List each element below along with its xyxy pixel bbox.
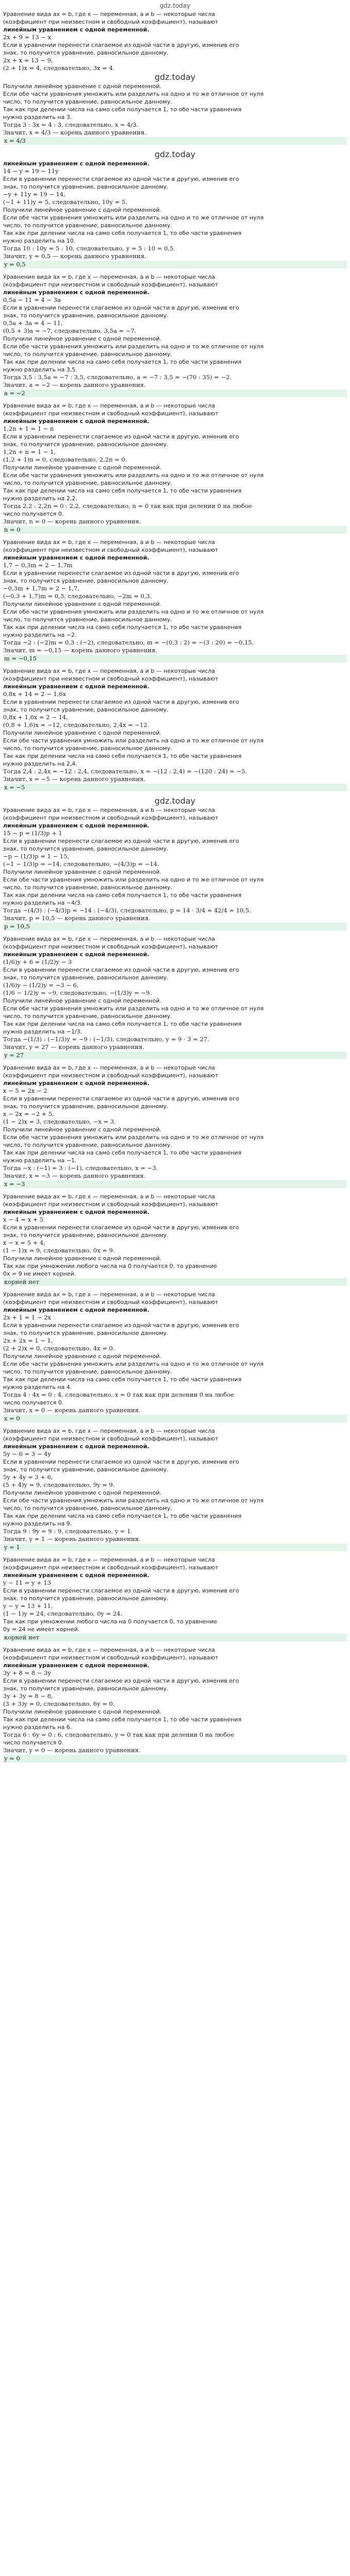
- separator: [3, 398, 347, 402]
- equation-solution: [3, 538, 347, 667]
- definition-term: линейным уравнением с одной переменной.: [3, 418, 149, 425]
- explanation-text: нужно разделить на −1.: [3, 1157, 77, 1164]
- math-line: Значит, m = −0,15 — корень данного уравнения.: [3, 647, 157, 654]
- explanation-text: нужно разделить на −2.: [3, 632, 77, 638]
- explanation-text: Уравнение вида ax = b, где x — переменная, a и b — некоторые числа: [3, 1556, 215, 1563]
- explanation-text: нужно разделить на −4/3.: [3, 900, 82, 906]
- definition-term: линейным уравнением с одной переменной.: [3, 1209, 149, 1215]
- explanation-text: знак, то получится уравнение, равносильное данному.: [3, 1103, 169, 1110]
- answer-box: x = −5: [3, 784, 347, 791]
- definition-term: линейным уравнением с одной переменной.: [3, 1307, 149, 1313]
- explanation-text: Если обе части уравнения умножить или разделить на одно и то же отличное от нуля: [3, 1497, 264, 1504]
- math-line: −p − (1/3)p = 1 − 15,: [3, 853, 69, 860]
- math-line: Тогда 10 : 10y = 5 : 10, следовательно, y = 5 : 10 = 0,5.: [3, 245, 176, 252]
- math-line: Значит, a = −2 — корень данного уравнения.: [3, 381, 146, 388]
- explanation-text: (коэффициент при неизвестном и свободный коэффициент), называют: [3, 675, 218, 682]
- math-line: Тогда 4 : 4x = 0 : 4, следовательно, x = 0 так как при делении 0 на любое: [3, 1391, 234, 1398]
- separator: [3, 1286, 347, 1291]
- math-line: 1,2n + n = 1 − 1,: [3, 448, 56, 455]
- math-line: (2 + 2)x = 0, следовательно, 4x = 0.: [3, 1345, 115, 1352]
- equation-solution: [3, 667, 347, 796]
- separator: [3, 1060, 347, 1064]
- explanation-text: знак, то получится уравнение, равносильное данному.: [3, 1595, 169, 1602]
- explanation-text: знак, то получится уравнение, равносильное данному.: [3, 578, 169, 584]
- answer-box: x = 0: [3, 1415, 347, 1422]
- math-line: (−1 − 1/3)p = −14, следовательно, −(4/3)p = −14.: [3, 860, 160, 868]
- math-line: y − y = 13 + 11,: [3, 1602, 53, 1609]
- explanation-text: (коэффициент при неизвестном и свободный коэффициент), называют: [3, 943, 218, 950]
- explanation-text: знак, то получится уравнение, равносильное данному.: [3, 845, 169, 852]
- answer-box: корней нет: [3, 1278, 347, 1286]
- explanation-text: (коэффициент при неизвестном и свободный коэффициент), называют: [3, 1201, 218, 1208]
- explanation-text: число, то получится уравнение, равносильное данному.: [3, 1368, 172, 1375]
- explanation-text: Получили линейное уравнение с одной переменной.: [3, 1353, 162, 1360]
- math-line: 0,5a − 11 = 4 − 3a: [3, 296, 61, 303]
- math-line: Значит, x = −3 — корень данного уравнения.: [3, 1172, 146, 1179]
- explanation-text: (коэффициент при неизвестном и свободный коэффициент), называют: [3, 1654, 218, 1661]
- explanation-text: нужно разделить на 3,5.: [3, 366, 77, 373]
- explanation-text: Так как при делении числа на само себя получается 1, то обе части уравнения: [3, 1376, 241, 1383]
- math-line: 0,8x + 1,6x = 2 − 14,: [3, 714, 68, 721]
- answer-box: x = 4/3: [3, 137, 347, 145]
- explanation-text: число получается 0.: [3, 511, 64, 517]
- explanation-text: число, то получится уравнение, равносильное данному.: [3, 351, 172, 358]
- answer-box: m = −0,15: [3, 655, 347, 663]
- explanation-text: Если обе части уравнения умножить или разделить на одно и то же отличное от нуля: [3, 737, 264, 744]
- math-line: Тогда 9 : 9y = 9 : 9, следовательно, y = 1.: [3, 1528, 133, 1535]
- equation-solution: [3, 1556, 347, 1646]
- math-line: 2x + 9 = 13 − x: [3, 33, 51, 41]
- math-line: (1 − 1)y = 24, следовательно, 0y = 24.: [3, 1610, 122, 1617]
- math-line: Тогда −(1/3) : (−1/3)y = −9 : (−1/3), следовательно, y = 9 · 3 = 27.: [3, 1036, 209, 1043]
- math-line: Тогда −(4/3) : (−4/3)p = −14 : (−4/3), следовательно, p = 14 · 3/4 = 42/4 = 10,5.: [3, 907, 251, 914]
- separator: [3, 1552, 347, 1556]
- separator: [3, 1763, 347, 1767]
- math-line: 5y − 6 = 3 − 4y: [3, 1450, 51, 1458]
- definition-term: линейным уравнением с одной переменной.: [3, 554, 149, 561]
- math-line: 1,7 − 0,3m = 2 − 1,7m: [3, 562, 73, 569]
- explanation-text: Уравнение вида ax = b, где x — переменная, a и b — некоторые числа: [3, 1647, 215, 1653]
- equation-solution: [3, 149, 347, 273]
- math-line: Тогда 3,5 : 3,5a = −7 : 3,5, следовательно, a = −7 : 3,5 = −(70 : 35) = −2.: [3, 374, 232, 381]
- equation-solution: [3, 1291, 347, 1427]
- explanation-text: Если в уравнении перенести слагаемое из одной части в другую, изменив его: [3, 433, 239, 440]
- explanation-text: Если в уравнении перенести слагаемое из одной части в другую, изменив его: [3, 1587, 239, 1594]
- definition-term: линейным уравнением с одной переменной.: [3, 160, 149, 167]
- math-line: 0,5a + 3a = 4 − 11,: [3, 319, 63, 327]
- separator: [3, 145, 347, 149]
- explanation-text: Если обе части уравнения умножить или разделить на одно и то же отличное от нуля: [3, 472, 264, 479]
- explanation-text: Если в уравнении перенести слагаемое из одной части в другую, изменив его: [3, 699, 239, 705]
- watermark-top: gdz.today: [160, 2, 190, 9]
- equation-solution: [3, 796, 347, 935]
- explanation-text: знак, то получится уравнение, равносильное данному.: [3, 312, 169, 319]
- explanation-text: Получили линейное уравнение с одной переменной.: [3, 1708, 162, 1715]
- math-line: Значит, x = 4/3 — корень данного уравнения.: [3, 129, 147, 136]
- explanation-text: Если обе части уравнения умножить или разделить на одно и то же отличное от нуля: [3, 876, 264, 883]
- explanation-text: знак, то получится уравнение, равносильное данному.: [3, 49, 169, 56]
- explanation-text: Получили линейное уравнение с одной переменной.: [3, 83, 162, 90]
- math-line: Тогда 6 : 6y = 0 : 6, следовательно, y = 0 так как при делении 0 на любое: [3, 1731, 234, 1738]
- explanation-text: Если обе части уравнения умножить или разделить на одно и то же отличное от нуля: [3, 1134, 264, 1141]
- math-line: Значит, x = −5 — корень данного уравнения.: [3, 775, 146, 783]
- answer-box: y = 1: [3, 1544, 347, 1551]
- explanation-text: знак, то получится уравнение, равносильное данному.: [3, 441, 169, 448]
- explanation-text: Уравнение вида ax = b, где x — переменная, a и b — некоторые числа: [3, 11, 215, 18]
- explanation-text: число получается 0.: [3, 1739, 64, 1746]
- explanation-text: нужно разделить на 6.: [3, 1724, 72, 1731]
- explanation-text: Получили линейное уравнение с одной переменной.: [3, 869, 162, 875]
- explanation-text: Если в уравнении перенести слагаемое из одной части в другую, изменив его: [3, 1677, 239, 1684]
- explanation-text: нужно разделить на 2,4.: [3, 760, 77, 767]
- explanation-text: Если обе части уравнения умножить или разделить на одно и то же отличное от нуля: [3, 343, 264, 350]
- separator: [3, 931, 347, 935]
- explanation-text: Если в уравнении перенести слагаемое из одной части в другую, изменив его: [3, 570, 239, 577]
- explanation-text: (коэффициент при неизвестном и свободный коэффициент), называют: [3, 281, 218, 288]
- math-line: Тогда 3 : 3x = 4 : 3, следовательно, x = 4/3.: [3, 121, 138, 128]
- separator: [3, 663, 347, 667]
- math-line: −0,3m + 1,7m = 2 − 1,7,: [3, 585, 80, 592]
- math-line: (−1 + 11)y = 5, следовательно, 10y = 5.: [3, 198, 128, 206]
- math-line: Значит, y = 0 — корень данного уравнения.: [3, 1747, 141, 1754]
- math-line: x − 4 = x + 5: [3, 1216, 44, 1223]
- definition-term: линейным уравнением с одной переменной.: [3, 1572, 149, 1579]
- math-line: x − 2x = −2 + 5,: [3, 1110, 55, 1117]
- watermark: gdz.today: [154, 72, 196, 82]
- math-line: 3y + 3y = 8 − 8,: [3, 1692, 53, 1700]
- answer-box: y = 0: [3, 1755, 347, 1762]
- explanation-text: нужно разделить на 10.: [3, 238, 76, 244]
- explanation-text: знак, то получится уравнение, равносильное данному.: [3, 1232, 169, 1239]
- explanation-text: Так как при делении числа на само себя получается 1, то обе части уравнения: [3, 624, 241, 631]
- explanation-text: Так как при делении числа на само себя получается 1, то обе части уравнения: [3, 753, 241, 759]
- separator: [3, 534, 347, 538]
- math-line: (0,8 + 1,6)x = −12, следовательно, 2,4x = −12.: [3, 721, 149, 728]
- explanation-text: (коэффициент при неизвестном и свободный коэффициент), называют: [3, 815, 218, 821]
- math-line: x − 5 = 2x − 2: [3, 1087, 47, 1094]
- definition-term: линейным уравнением с одной переменной.: [3, 1443, 149, 1450]
- explanation-text: Уравнение вида ax = b, где x — переменная, a и b — некоторые числа: [3, 1064, 215, 1071]
- explanation-text: Так как при делении числа на само себя получается 1, то обе части уравнения: [3, 106, 241, 113]
- explanation-text: Получили линейное уравнение с одной переменной.: [3, 997, 162, 1004]
- explanation-text: Уравнение вида ax = b, где x — переменная, a и b — некоторые числа: [3, 1428, 215, 1434]
- equation-solution: [3, 10, 347, 149]
- math-line: Значит, y = 1 — корень данного уравнения.: [3, 1535, 141, 1543]
- explanation-text: 0x = 9 не имеет корней.: [3, 1270, 76, 1277]
- explanation-text: Если в уравнении перенести слагаемое из одной части в другую, изменив его: [3, 176, 239, 182]
- explanation-text: Так как при делении числа на само себя получается 1, то обе части уравнения: [3, 1021, 241, 1027]
- explanation-text: Если обе части уравнения умножить или разделить на одно и то же отличное от нуля: [3, 1005, 264, 1012]
- definition-term: линейным уравнением с одной переменной.: [3, 1662, 149, 1669]
- equation-solution: [3, 935, 347, 1064]
- explanation-text: Получили линейное уравнение с одной переменной.: [3, 464, 162, 471]
- answer-box: a = −2: [3, 389, 347, 397]
- explanation-text: число, то получится уравнение, равносильное данному.: [3, 745, 172, 752]
- math-line: −y + 11y = 19 − 14,: [3, 191, 66, 198]
- explanation-text: число, то получится уравнение, равносильное данному.: [3, 1013, 172, 1020]
- explanation-text: Так как при делении числа на само себя получается 1, то обе части уравнения: [3, 359, 241, 365]
- equation-solution: [3, 1193, 347, 1291]
- math-line: (0,5 + 3)a = −7, следовательно, 3,5a = −7.: [3, 327, 136, 334]
- explanation-text: (коэффициент при неизвестном и свободный коэффициент), называют: [3, 1564, 218, 1571]
- equation-solution: [3, 402, 347, 538]
- separator: [3, 792, 347, 796]
- solutions-list: [3, 10, 347, 1767]
- separator: [3, 269, 347, 273]
- explanation-text: нужно разделить на −1/3.: [3, 1028, 82, 1035]
- equation-solution: [3, 1064, 347, 1193]
- explanation-text: Так как при делении числа на само себя получается 1, то обе части уравнения: [3, 230, 241, 236]
- math-line: 0,8x + 14 = 2 − 1,6x: [3, 690, 66, 698]
- math-line: (2 + 1)x = 4, следовательно, 3x = 4.: [3, 64, 115, 72]
- explanation-text: Получили линейное уравнение с одной переменной.: [3, 335, 162, 342]
- answer-box: корней нет: [3, 1634, 347, 1641]
- explanation-text: Уравнение вида ax = b, где x — переменная, a и b — некоторые числа: [3, 539, 215, 546]
- explanation-text: (коэффициент при неизвестном и свободный коэффициент), называют: [3, 547, 218, 553]
- explanation-text: знак, то получится уравнение, равносильное данному.: [3, 1466, 169, 1473]
- answer-box: y = 0,5: [3, 261, 347, 268]
- explanation-text: Если в уравнении перенести слагаемое из одной части в другую, изменив его: [3, 967, 239, 973]
- separator: [3, 1189, 347, 1193]
- explanation-text: Уравнение вида ax = b, где x — переменная, a и b — некоторые числа: [3, 936, 215, 942]
- explanation-text: нужно разделить на 4.: [3, 1384, 72, 1391]
- math-line: 14 − y = 19 − 11y: [3, 167, 59, 175]
- math-line: Значит, y = 0,5 — корень данного уравнения.: [3, 252, 146, 260]
- explanation-text: знак, то получится уравнение, равносильное данному.: [3, 1685, 169, 1692]
- explanation-text: число, то получится уравнение, равносильное данному.: [3, 98, 172, 105]
- math-line: (1/6)y − (1/2)y = −3 − 6,: [3, 981, 79, 989]
- explanation-text: число, то получится уравнение, равносильное данному.: [3, 222, 172, 229]
- math-line: 5y + 4y = 3 + 6,: [3, 1473, 53, 1481]
- explanation-text: число, то получится уравнение, равносильное данному.: [3, 1505, 172, 1512]
- math-line: Тогда −x : (−1) = 3 : (−1), следовательно, x = −3.: [3, 1164, 158, 1172]
- math-line: Тогда 2,4 : 2,4x = −12 : 2,4, следовательно, x = −(12 : 2,4) = −(120 : 24) = −5.: [3, 768, 248, 775]
- explanation-text: знак, то получится уравнение, равносильное данному.: [3, 183, 169, 190]
- definition-term: линейным уравнением с одной переменной.: [3, 822, 149, 829]
- math-line: (1/6 − 1/2)y = −9, следовательно, −(1/3)y = −9.: [3, 989, 152, 996]
- math-line: 15 − p = (1/3)p + 1: [3, 829, 62, 837]
- explanation-text: нужно разделить на 9.: [3, 1520, 72, 1527]
- math-line: 2x + 2x = 1 − 1,: [3, 1337, 53, 1344]
- explanation-text: Так как при умножении любого числа на 0 получается 0, то уравнение: [3, 1263, 217, 1269]
- math-line: 3y + 8 = 8 − 3y: [3, 1669, 51, 1676]
- explanation-text: число, то получится уравнение, равносильное данному.: [3, 616, 172, 623]
- explanation-text: Получили линейное уравнение с одной переменной.: [3, 207, 162, 213]
- explanation-text: Если в уравнении перенести слагаемое из одной части в другую, изменив его: [3, 304, 239, 311]
- separator: [3, 1642, 347, 1646]
- math-line: (5 + 4)y = 9, следовательно, 9y = 9.: [3, 1481, 115, 1488]
- explanation-text: Если в уравнении перенести слагаемое из одной части в другую, изменив его: [3, 1322, 239, 1329]
- explanation-text: знак, то получится уравнение, равносильное данному.: [3, 1330, 169, 1336]
- math-line: Тогда 2,2 : 2,2n = 0 : 2,2, следовательно, n = 0 так как при делении 0 на любое: [3, 502, 252, 510]
- math-line: (1,2 + 1)n = 0, следовательно, 2,2n = 0.: [3, 456, 127, 463]
- explanation-text: знак, то получится уравнение, равносильное данному.: [3, 706, 169, 713]
- watermark: gdz.today: [154, 149, 196, 159]
- explanation-text: Если в уравнении перенести слагаемое из одной части в другую, изменив его: [3, 838, 239, 844]
- math-line: Значит, p = 10,5 — корень данного уравнения.: [3, 914, 151, 922]
- equation-solution: [3, 1646, 347, 1767]
- equation-solution: [3, 1427, 347, 1556]
- watermark: gdz.today: [154, 796, 196, 806]
- explanation-text: Если в уравнении перенести слагаемое из одной части в другую, изменив его: [3, 42, 239, 48]
- explanation-text: Если обе части уравнения умножить или разделить на одно и то же отличное от нуля: [3, 1361, 264, 1367]
- explanation-text: нужно разделить на 3.: [3, 114, 72, 121]
- explanation-text: Уравнение вида ax = b, где x — переменная, a и b — некоторые числа: [3, 1193, 215, 1200]
- answer-box: n = 0: [3, 526, 347, 534]
- explanation-text: (коэффициент при неизвестном и свободный коэффициент), называют: [3, 1299, 218, 1306]
- math-line: (1 − 2)x = 3, следовательно, −x = 3.: [3, 1118, 116, 1125]
- explanation-text: (коэффициент при неизвестном и свободный коэффициент), называют: [3, 1435, 218, 1442]
- explanation-text: Уравнение вида ax = b, где x — переменная, a и b — некоторые числа: [3, 402, 215, 409]
- math-line: Значит, n = 0 — корень данного уравнения.: [3, 518, 141, 525]
- answer-box: y = 27: [3, 1052, 347, 1059]
- definition-term: линейным уравнением с одной переменной.: [3, 683, 149, 690]
- math-line: 1,2n + 1 = 1 − n: [3, 425, 54, 432]
- math-line: Тогда −2 : (−2)m = 0,3 : (−2), следовательно, m = −(0,3 : 2) = −(3 : 20) = −0,15.: [3, 639, 254, 646]
- definition-term: линейным уравнением с одной переменной.: [3, 951, 149, 958]
- math-line: 2x + 1 = 1 − 2x: [3, 1314, 51, 1321]
- math-line: (1/6)y + 6 = (1/2)y − 3: [3, 958, 72, 965]
- explanation-text: Уравнение вида ax = b, где x — переменная, a и b — некоторые числа: [3, 274, 215, 280]
- explanation-text: Так как при делении числа на само себя получается 1, то обе части уравнения: [3, 487, 241, 494]
- definition-term: линейным уравнением с одной переменной.: [3, 1080, 149, 1087]
- explanation-text: Уравнение вида ax = b, где x — переменная, a и b — некоторые числа: [3, 668, 215, 674]
- math-line: x − x = 5 + 4,: [3, 1239, 46, 1246]
- answer-box: x = −3: [3, 1180, 347, 1188]
- explanation-text: 0y = 24 не имеет корней.: [3, 1626, 80, 1633]
- explanation-text: Получили линейное уравнение с одной переменной.: [3, 601, 162, 607]
- math-line: Значит, y = 27 — корень данного уравнения.: [3, 1043, 145, 1050]
- explanation-text: (коэффициент при неизвестном и свободный коэффициент), называют: [3, 1072, 218, 1079]
- math-line: (3 + 3)y = 0, следовательно, 6y = 0.: [3, 1700, 115, 1707]
- explanation-text: Если в уравнении перенести слагаемое из одной части в другую, изменив его: [3, 1224, 239, 1231]
- explanation-text: Так как при умножении любого числа на 0 получается 0, то уравнение: [3, 1618, 217, 1625]
- explanation-text: Уравнение вида ax = b, где x — переменная, a и b — некоторые числа: [3, 1291, 215, 1298]
- explanation-text: число, то получится уравнение, равносильное данному.: [3, 1142, 172, 1148]
- explanation-text: Получили линейное уравнение с одной переменной.: [3, 1126, 162, 1133]
- explanation-text: Если в уравнении перенести слагаемое из одной части в другую, изменив его: [3, 1095, 239, 1102]
- explanation-text: Если обе части уравнения умножить или разделить на одно и то же отличное от нуля: [3, 608, 264, 615]
- explanation-text: Уравнение вида ax = b, где x — переменная, a и b — некоторые числа: [3, 807, 215, 814]
- equation-solution: [3, 273, 347, 402]
- explanation-text: Получили линейное уравнение с одной переменной.: [3, 1255, 162, 1262]
- explanation-text: число получается 0.: [3, 1399, 64, 1406]
- explanation-text: Так как при делении числа на само себя получается 1, то обе части уравнения: [3, 892, 241, 899]
- math-line: (−0,3 + 1,7)m = 0,3, следовательно, −2m = 0,3.: [3, 592, 152, 600]
- math-line: y − 11 = y + 13: [3, 1579, 51, 1586]
- explanation-text: Если обе части уравнения умножить или разделить на одно и то же отличное от нуля: [3, 214, 264, 221]
- explanation-text: Если в уравнении перенести слагаемое из одной части в другую, изменив его: [3, 1459, 239, 1465]
- definition-term: линейным уравнением с одной переменной.: [3, 289, 149, 296]
- math-line: (1 − 1)x = 9, следовательно, 0x = 9.: [3, 1247, 115, 1254]
- answer-box: p = 10,5: [3, 923, 347, 930]
- explanation-text: Так как при делении числа на само себя получается 1, то обе части уравнения: [3, 1513, 241, 1519]
- definition-term: линейным уравнением с одной переменной.: [3, 26, 149, 33]
- explanation-text: нужно разделить на 2,2.: [3, 495, 77, 502]
- explanation-text: Получили линейное уравнение с одной переменной.: [3, 730, 162, 736]
- math-line: 2x + x = 13 − 9,: [3, 57, 53, 64]
- explanation-text: Получили линейное уравнение с одной переменной.: [3, 1489, 162, 1496]
- explanation-text: число, то получится уравнение, равносильное данному.: [3, 480, 172, 486]
- explanation-text: Так как при делении числа на само себя получается 1, то обе части уравнения: [3, 1149, 241, 1156]
- explanation-text: (коэффициент при неизвестном и свободный коэффициент), называют: [3, 19, 218, 25]
- math-line: Значит, x = 0 — корень данного уравнения.: [3, 1406, 141, 1414]
- explanation-text: число, то получится уравнение, равносильное данному.: [3, 884, 172, 891]
- explanation-text: Так как при делении числа на само себя получается 1, то обе части уравнения: [3, 1716, 241, 1723]
- explanation-text: знак, то получится уравнение, равносильное данному.: [3, 974, 169, 981]
- explanation-text: (коэффициент при неизвестном и свободный коэффициент), называют: [3, 410, 218, 417]
- explanation-text: Если обе части уравнения умножить или разделить на одно и то же отличное от нуля: [3, 91, 264, 97]
- separator: [3, 1423, 347, 1427]
